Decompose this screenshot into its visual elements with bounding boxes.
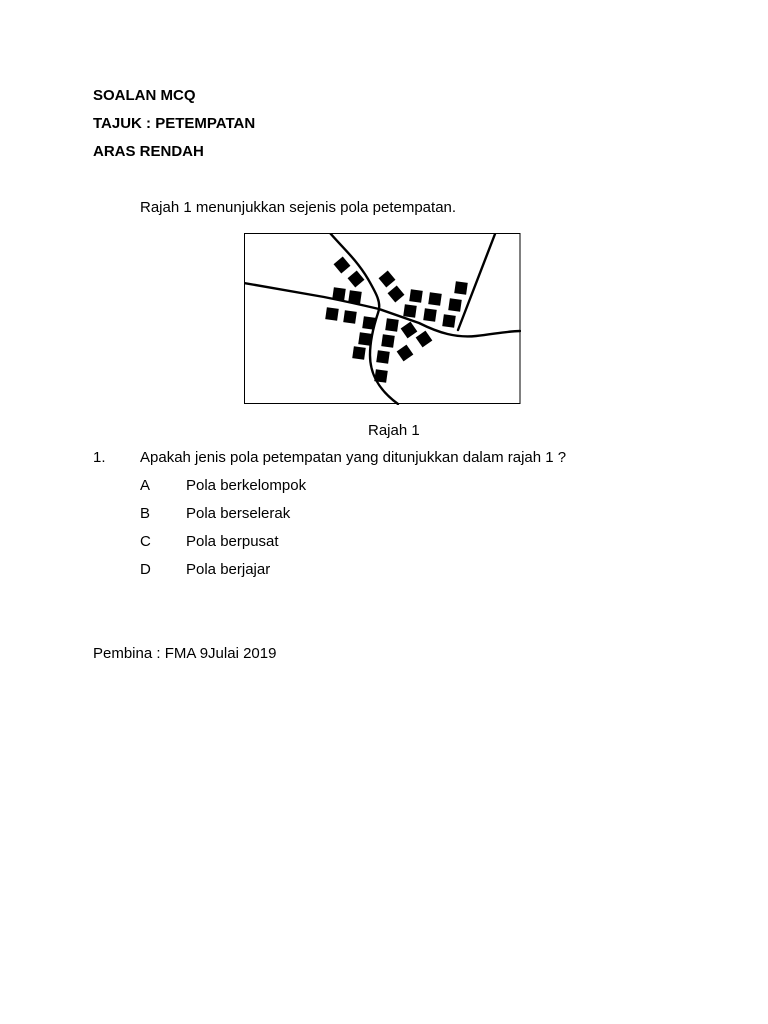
option-d-text: Pola berjajar — [186, 561, 271, 578]
building — [325, 307, 339, 321]
building — [352, 346, 366, 360]
building — [428, 292, 442, 306]
topic-heading: TAJUK : PETEMPATAN — [93, 115, 256, 132]
option-d-letter: D — [140, 561, 151, 578]
option-b-text: Pola berselerak — [186, 505, 291, 522]
building — [376, 350, 390, 364]
building — [348, 290, 362, 304]
building — [358, 332, 372, 346]
building — [442, 314, 456, 328]
settlement-map — [244, 233, 521, 405]
footer-author: Pembina : FMA 9Julai 2019 — [93, 645, 277, 662]
building — [381, 334, 395, 348]
question-text: Apakah jenis pola petempatan yang ditunjukkan dalam rajah 1 ? — [140, 449, 567, 466]
intro-text: Rajah 1 menunjukkan sejenis pola petempatan. — [140, 199, 457, 216]
option-c-letter: C — [140, 533, 151, 550]
building — [454, 281, 468, 295]
building — [362, 316, 376, 330]
building — [403, 304, 417, 318]
building — [409, 289, 423, 303]
figure-caption: Rajah 1 — [368, 422, 420, 439]
option-a-text: Pola berkelompok — [186, 477, 307, 494]
building — [343, 310, 357, 324]
building — [332, 287, 346, 301]
building — [448, 298, 462, 312]
building — [423, 308, 437, 322]
option-c-text: Pola berpusat — [186, 533, 279, 550]
option-a-letter: A — [140, 477, 151, 494]
building — [385, 318, 399, 332]
level-heading: ARAS RENDAH — [93, 143, 204, 160]
option-b-letter: B — [140, 505, 151, 522]
question-number: 1. — [93, 449, 106, 466]
doc-type-heading: SOALAN MCQ — [93, 87, 196, 104]
building — [374, 369, 388, 383]
